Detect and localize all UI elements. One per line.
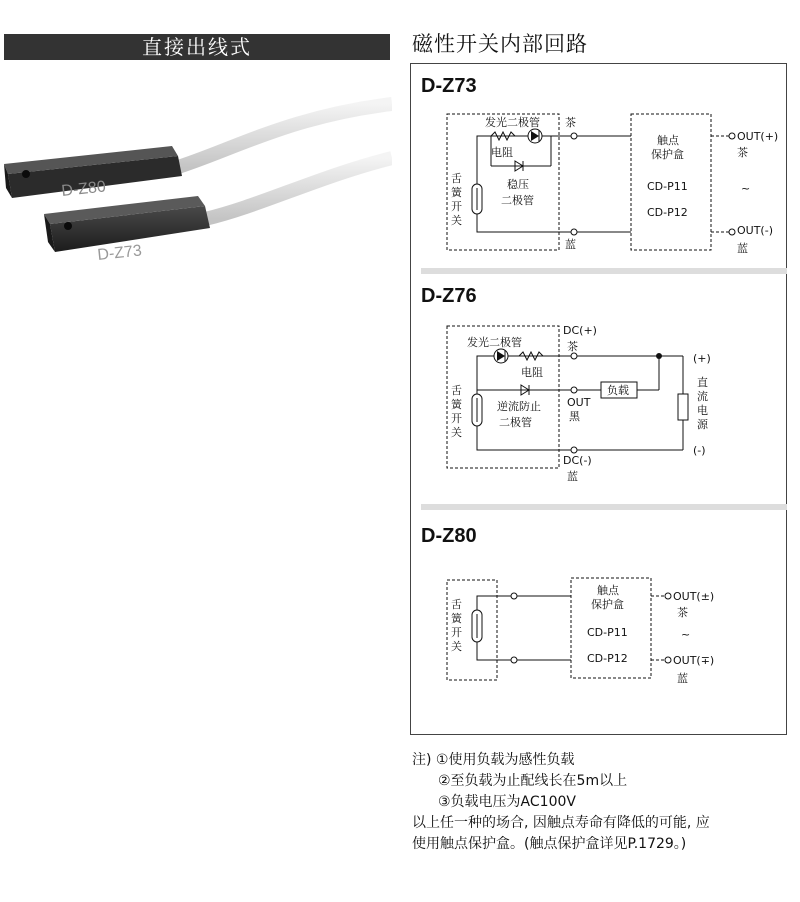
- diagram-label: 关: [451, 426, 462, 439]
- diagram-label: 簧: [451, 612, 462, 625]
- diagram-label: 蓝: [565, 238, 576, 251]
- divider-1: [421, 268, 787, 274]
- diagram-label: 蓝: [677, 672, 688, 685]
- diagram-label: 负载: [607, 384, 629, 397]
- diagram-label: 保护盒: [591, 598, 624, 611]
- diagram-label: 茶: [565, 116, 576, 129]
- diagram-label: 触点: [597, 584, 619, 597]
- switch-bottom: [44, 196, 210, 264]
- diagram-label: 触点: [657, 134, 679, 147]
- note-line-4: 以上任一种的场合, 因触点寿命有降低的可能, 应: [412, 815, 710, 831]
- section-header: 直接出线式: [4, 34, 390, 60]
- d-z73-title: D-Z73: [421, 75, 477, 97]
- diagram-label: 蓝: [567, 470, 578, 483]
- diagram-label: 源: [697, 418, 708, 431]
- diagram-label: 保护盒: [651, 148, 684, 161]
- diagram-label: OUT: [567, 396, 591, 409]
- diagram-label: (+): [693, 352, 711, 365]
- diagram-label: 流: [697, 390, 708, 403]
- diagram-label: DC(+): [563, 324, 597, 337]
- circuit-d-z73: [421, 75, 778, 255]
- diagram-label: 开: [451, 412, 462, 425]
- label-d-z80: D-Z80: [60, 178, 107, 200]
- diagram-label: 电: [697, 404, 708, 417]
- diagram-label: 发光二极管: [485, 116, 540, 129]
- cable-bottom: [205, 158, 392, 219]
- switch-top: [4, 146, 182, 200]
- diagram-label: OUT(+): [737, 130, 779, 143]
- diagram-label: 茶: [677, 606, 688, 619]
- diagram-label: 关: [451, 214, 462, 227]
- diagram-label: 开: [451, 626, 462, 639]
- note-line-2: ②至负载为止配线长在5m以上: [438, 773, 628, 789]
- diagram-label: OUT(∓): [673, 654, 715, 667]
- diagram-label: 开: [451, 200, 462, 213]
- diagram-label: ~: [681, 628, 691, 641]
- diagram-label: 逆流防止: [497, 400, 541, 413]
- note-line-1: 注) ①使用负载为感性负载: [412, 752, 575, 768]
- diagram-label: CD-P12: [587, 652, 628, 665]
- note-line-5: 使用触点保护盒。(触点保护盒详见P.1729。): [412, 836, 687, 852]
- cable-top: [175, 104, 392, 168]
- diagram-label: 关: [451, 640, 462, 653]
- diagram-label: 蓝: [737, 242, 748, 255]
- label-d-z73: D-Z73: [96, 242, 143, 264]
- product-photo: [0, 96, 392, 306]
- diagram-label: 茶: [567, 340, 578, 353]
- diagram-label: ~: [741, 182, 751, 195]
- diagram-label: 二极管: [499, 416, 532, 429]
- diagram-label: DC(-): [563, 454, 592, 467]
- diagram-label: OUT(±): [673, 590, 715, 603]
- diagram-label: OUT(-): [737, 224, 773, 237]
- diagram-label: 簧: [451, 186, 462, 199]
- note-line-3: ③负载电压为AC100V: [438, 794, 576, 810]
- diagram-frame: [410, 63, 787, 735]
- diagram-label: 直: [697, 376, 708, 389]
- divider-2: [421, 504, 787, 510]
- diagram-label: 簧: [451, 398, 462, 411]
- diagram-label: CD-P12: [647, 206, 688, 219]
- diagram-title: 磁性开关内部回路: [412, 32, 588, 56]
- diagram-label: 舌: [451, 172, 462, 185]
- d-z76-title: D-Z76: [421, 285, 477, 307]
- diagram-label: 舌: [451, 598, 462, 611]
- diagram-label: CD-P11: [587, 626, 628, 639]
- d-z76-source: [678, 394, 688, 420]
- diagram-label: 黑: [569, 410, 580, 423]
- diagram-label: 电阻: [491, 146, 513, 159]
- diagram-label: 发光二极管: [467, 336, 522, 349]
- d-z80-title: D-Z80: [421, 525, 477, 547]
- diagram-label: 稳压: [507, 178, 529, 191]
- diagram-label: (-): [693, 444, 706, 457]
- notes: [412, 750, 710, 855]
- diagram-label: 茶: [737, 146, 748, 159]
- circuit-d-z76: [421, 285, 711, 483]
- circuit-d-z80: [421, 525, 714, 685]
- diagram-label: 二极管: [501, 194, 534, 207]
- diagram-label: 舌: [451, 384, 462, 397]
- diagram-label: 电阻: [521, 366, 543, 379]
- diagram-label: CD-P11: [647, 180, 688, 193]
